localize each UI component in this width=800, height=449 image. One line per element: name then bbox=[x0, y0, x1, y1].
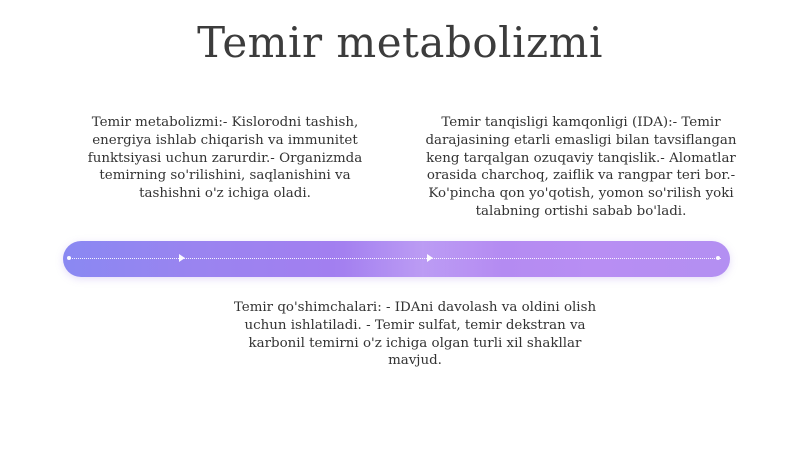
text-block-metabolism: Temir metabolizmi:- Kislorodni tashish, energiya ishlab chiqarish va immunitet funktsiyasi uchun zarurdir.- Organizmda temirning so'rilishini, saqlanishini va tashishni o'z ichiga oladi. bbox=[87, 115, 363, 202]
timeline-end-dot bbox=[716, 256, 720, 260]
timeline-start-dot bbox=[67, 256, 71, 260]
arrow-right-icon bbox=[179, 254, 185, 262]
arrow-right-icon bbox=[427, 254, 433, 262]
slide-title: Temir metabolizmi bbox=[197, 18, 603, 67]
text-block-ida: Temir tanqisligi kamqonligi (IDA):- Temir darajasining etarli emasligi bilan tavsiflangan keng tarqalgan ozuqaviy tanqislik.- Alomatlar orasida charchoq, zaiflik va rangpar teri bor.- Ko'pincha qon yo'qotish, yomon so'rilish yoki talabning ortishi sabab bo'ladi. bbox=[425, 115, 737, 219]
timeline-bar-glow bbox=[343, 241, 503, 277]
timeline-dotted-line bbox=[69, 258, 721, 259]
timeline-bar bbox=[63, 241, 730, 277]
text-block-supplements: Temir qo'shimchalari: - IDAni davolash va oldini olish uchun ishlatiladi. - Temir sulfat, temir dekstran va karbonil temirni o'z ichiga olgan turli xil shakllar mavjud. bbox=[233, 300, 597, 369]
